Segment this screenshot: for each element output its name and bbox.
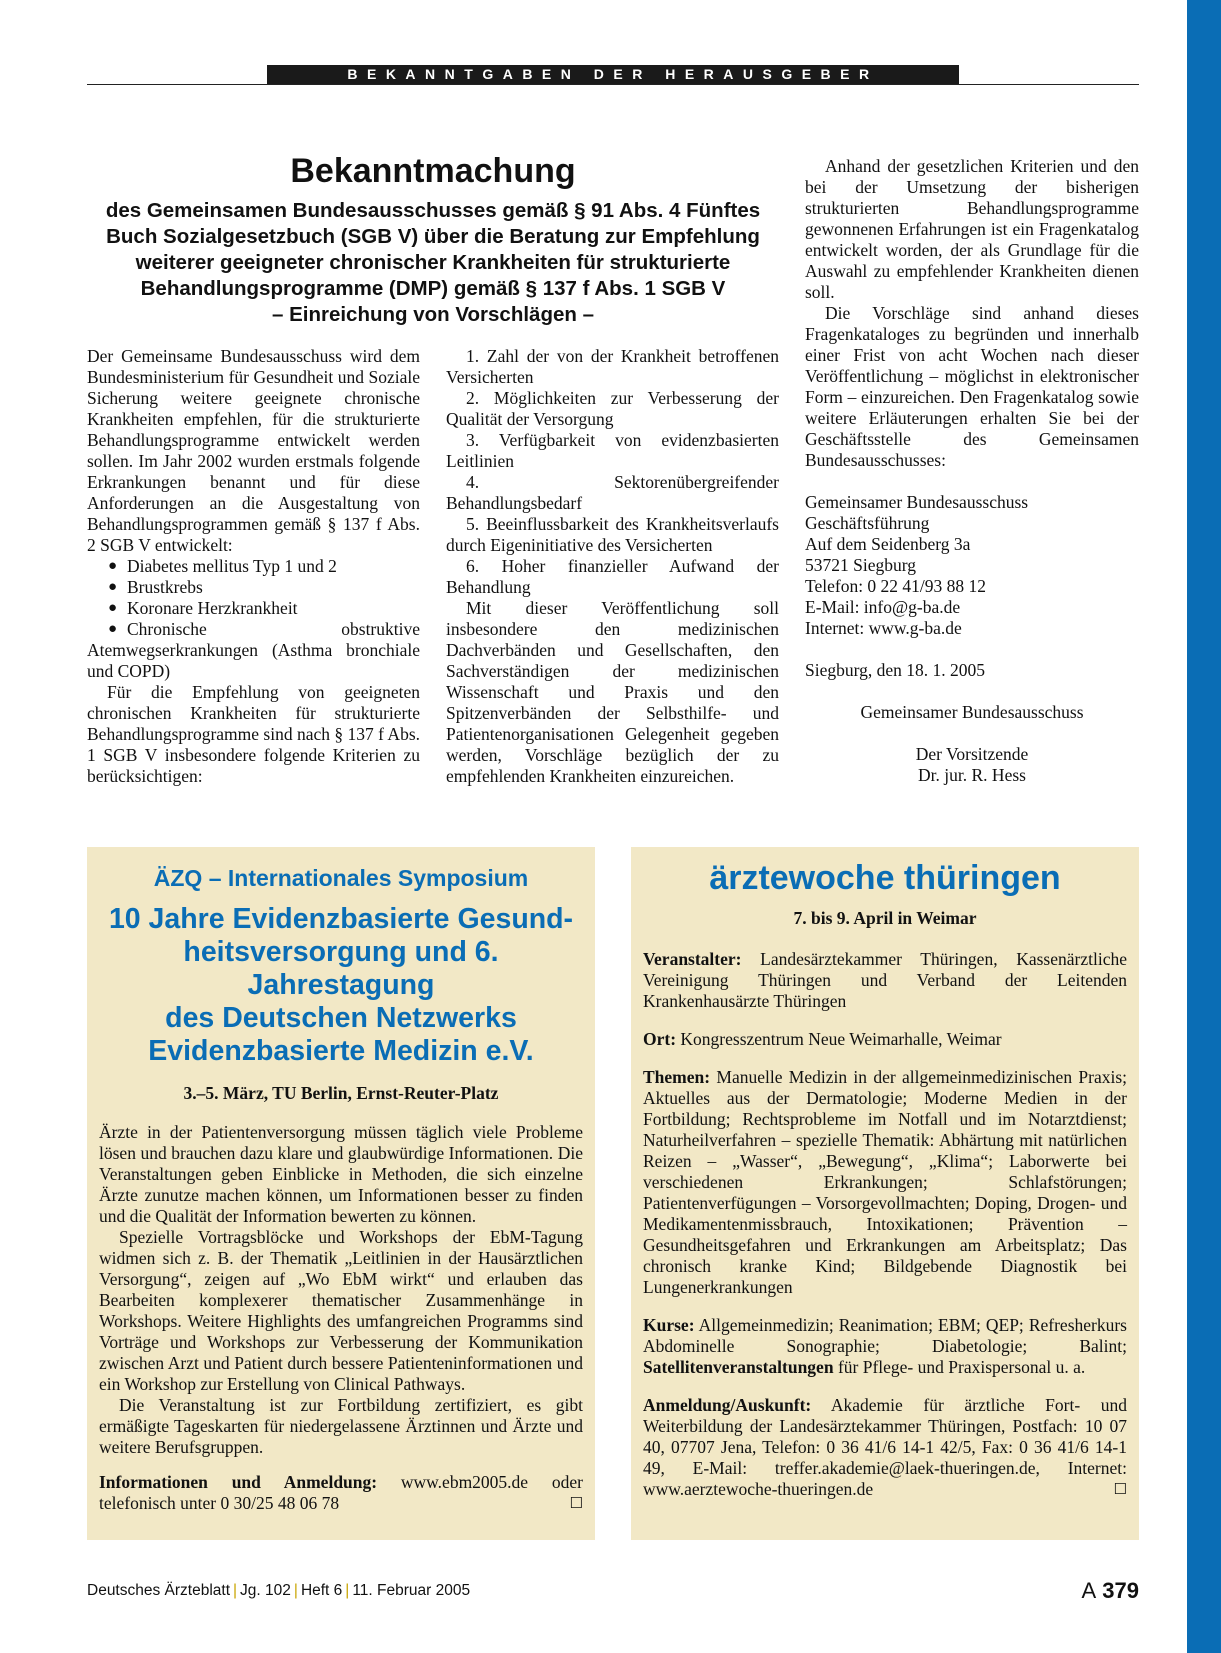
list-item: 1. Zahl der von der Krankheit betroffenen Versicherten [446,346,779,387]
address-line: Internet: www.g-ba.de [805,618,962,638]
address-line: Geschäftsführung [805,513,930,533]
aerztewoche-title: ärztewoche thüringen [709,859,1061,897]
list-item: ● Chronische obstruktive Atemwegserkrankungen (Asthma bronchiale und COPD) [87,619,420,681]
list-item: 2. Möglichkeiten zur Verbesserung der Qualität der Versorgung [446,388,779,429]
aerztewoche-body [643,949,1127,1500]
symposium-kicker: ÄZQ – Internationales Symposium [153,865,529,891]
list-item: 4. Sektorenübergreifender Behandlungsbedarf [446,472,779,513]
journal-date: 11. Februar 2005 [352,1582,471,1599]
address-line: Gemeinsamer Bundesausschuss [805,492,1029,512]
address-line: E-Mail: info@g-ba.de [805,597,961,617]
courses-label: Kurse: [643,1315,695,1335]
organizer-paragraph: Veranstalter: Landesärztekammer Thüringen, Kassenärztliche Vereinigung Thüringen und Verband der Leitenden Krankenhausärzte Thüringen [643,949,1127,1011]
title-line: 10 Jahre Evidenzbasierte Gesund- [108,903,574,935]
announcement-title-block [87,150,779,328]
info-label: Informationen und Anmeldung: [99,1472,378,1492]
address-line: Telefon: 0 22 41/93 88 12 [805,576,987,596]
bullet-icon: ● [108,621,118,637]
place-paragraph: Ort: Kongresszentrum Neue Weimarhalle, Weimar [643,1029,1002,1049]
info-text: www.ebm2005.de oder telefonisch unter 0 30/25 48 06 78 [99,1472,583,1513]
topics-paragraph: Themen: Manuelle Medizin in der allgemeinmedizinischen Praxis; Aktuelles aus der Dermatologie; Moderne Medien in der Fortbildung; Rechtsprobleme im Notfall und im Notarztdienst; Naturheilverfahren – spezielle Thematik: Abhärtung mit natürlichen Reizen – „Wasser“, „Bewegung“, „Klima“; Laborwerte bei verschiedenen Erkrankungen; Schlafstörungen; Patientenverfügungen – Vorsorgevollmachten; Doping, Drogen- und Medikamentenmissbrauch, Intoxikationen; Prävention – Gesundheitsgefahren und Erkrankungen am Arbeitsplatz; Das chronisch kranke Kind; Bildgebende Diagnostik bei Lungenerkrankungen [643,1067,1127,1297]
address-line: Auf dem Seidenberg 3a [805,534,971,554]
registration-paragraph: Anmeldung/Auskunft: Akademie für ärztliche Fort- und Weiterbildung der Landesärztekammer Thüringen, Postfach: 10 07 40, 07707 Jena, Telefon: 0 36 41/6 14-1 42/5, Fax: 0 36 41/6 14-1 49, E-Mail: treffer.akademie@laek-thueringen.de, Internet: www.aerztewoche-thueringen.de ☐ [643,1395,1127,1499]
address-line: 53721 Siegburg [805,555,916,575]
subtitle-line: Behandlungsprogramme (DMP) gemäß § 137 f Abs. 1 SGB V [140,277,726,300]
catalog-paragraph: Anhand der gesetzlichen Kriterien und den bei der Umsetzung der bisherigen strukturierten Behandlungsprogramme gewonnenen Erfahrungen ist ein Fragenkatalog entwickelt worden, der als Grundlage für die Auswahl zu empfehlender Krankheiten dienen soll. [805,156,1139,302]
aerztewoche-date: 7. bis 9. April in Weimar [793,908,977,928]
list-item: 3. Verfügbarkeit von evidenzbasierten Leitlinien [446,430,779,471]
info-paragraph [99,1472,583,1514]
topics-label: Themen: [643,1067,711,1087]
courses-paragraph: Kurse: Allgemeinmedizin; Reanimation; EBM; QEP; Refresherkurs Abdominelle Sonographie; Diabetologie; Balint; Satellitenveranstaltungen für Pflege- und Praxispersonal u. a. [643,1315,1127,1377]
body-paragraph: Ärzte in der Patientenversorgung müssen täglich viele Probleme lösen und brauchen dazu klare und glaubwürdige Informationen. Die Veranstaltungen geben Einblicke in Methoden, die sich einzelne Ärzte zunutze machen können, um Informationen besser zu finden und die Qualität der Information bewerten zu können. [99,1122,583,1226]
column-3 [805,156,1139,786]
page-number: A 379 [1081,1578,1139,1603]
subtitle-line: Buch Sozialgesetzbuch (SGB V) über die Beratung zur Empfehlung [106,225,760,248]
column-2 [446,346,779,787]
end-mark-icon: ☐ [1113,1480,1127,1498]
body-paragraph: Spezielle Vortragsblöcke und Workshops der EbM-Tagung widmen sich z. B. der Thematik „Leitlinien in der Hausärztlichen Versorgung“, zeigen auf „Wo EbM wirkt“ und erlauben das Bearbeiten komplexerer thematischer Zusammenhänge in Workshops. Weitere Highlights des umfangreichen Programms sind Vorträge und Workshops zur Verbesserung der Kommunikation zwischen Arzt und Patient durch bessere Patienteninformationen und ein Workshop zur Erstellung von Clinical Pathways. [99,1227,583,1394]
announcement-subtitle [87,198,779,328]
registration-label: Anmeldung/Auskunft: [643,1395,812,1415]
section-header-band: BEKANNTGABEN DER HERAUSGEBER [267,65,959,84]
aerztewoche-box [631,847,1139,1540]
signer-org: Gemeinsamer Bundesausschuss [860,702,1084,722]
organizer-label: Veranstalter: [643,949,742,969]
list-item: ● Koronare Herzkrankheit [108,598,298,618]
end-mark-icon: ☐ [569,1494,583,1512]
header-rule [87,84,1139,85]
right-edge-bar [1187,0,1221,1653]
contact-address [805,492,1139,639]
journal-volume: Jg. 102 [240,1582,291,1599]
symposium-body [99,1122,583,1514]
list-item: 5. Beeinflussbarkeit des Krankheitsverlaufs durch Eigeninitiative des Versicherten [446,514,779,555]
submission-paragraph: Die Vorschläge sind anhand dieses Fragenkataloges zu begründen und innerhalb einer Frist von acht Wochen nach dieser Veröffentlichung – möglichst in elektronischer Form – einzureichen. Den Fragenkatalog sowie weitere Erläuterungen erhalten Sie bei der Geschäftsstelle des Gemeinsamen Bundesausschusses: [805,303,1139,470]
subtitle-line: weiterer geeigneter chronischer Krankheiten für strukturierte [135,251,731,274]
title-line: heitsversorgung und 6. Jahrestagung [183,936,499,1001]
subtitle-line: des Gemeinsamen Bundesausschusses gemäß § 91 Abs. 4 Fünftes [105,199,761,222]
intro-paragraph: Der Gemeinsame Bundesausschuss wird dem Bundesministerium für Gesundheit und Soziale Sicherung weitere geeignete chronische Krankheiten empfehlen, für die strukturierte Behandlungsprogramme entwickelt werden sollen. Im Jahr 2002 wurden erstmals folgende Erkrankungen benannt und für diese Anforderungen an die Ausgestaltung von Behandlungsprogrammen gemäß § 137 f Abs. 2 SGB V entwickelt: [87,346,420,555]
body-paragraph: Die Veranstaltung ist zur Fortbildung zertifiziert, es gibt ermäßigte Tageskarten für niedergelassene Ärztinnen und Ärzte und weitere Berufsgruppen. [99,1395,583,1457]
publication-paragraph: Mit dieser Veröffentlichung soll insbesondere den medizinischen Dachverbänden und Gesellschaften, den Sachverständigen der medizinischen Wissenschaft und Praxis und den Spitzenverbänden der Selbsthilfe- und Patientenorganisationen Gelegenheit gegeben werden, Vorschläge bezüglich der zu empfehlenden Krankheiten einzureichen. [446,598,779,786]
symposium-title [87,903,595,1068]
journal-name: Deutsches Ärzteblatt [87,1582,231,1599]
courses-bold: Satellitenveranstaltungen [643,1357,834,1377]
subtitle-line: – Einreichung von Vorschlägen – [271,303,594,326]
bullet-icon: ● [108,600,118,616]
announcement-title: Bekanntmachung [290,152,576,190]
title-line: des Deutschen Netzwerks [165,1002,517,1034]
list-item: ● Brustkrebs [108,577,203,597]
place-label: Ort: [643,1029,677,1049]
title-line: Evidenzbasierte Medizin e.V. [148,1035,534,1067]
signer-role: Der Vorsitzende [915,744,1029,764]
criteria-intro: Für die Empfehlung von geeigneten chronischen Krankheiten für strukturierte Behandlungsprogramme sind nach § 137 f Abs. 1 SGB V insbesondere folgende Kriterien zu berücksichtigen: [87,682,420,786]
bullet-icon: ● [108,579,118,595]
signer-name: Dr. jur. R. Hess [918,765,1026,785]
journal-issue: Heft 6 [300,1582,343,1599]
bullet-icon: ● [108,558,118,574]
list-item: 6. Hoher finanzieller Aufwand der Behandlung [446,556,779,597]
column-1 [87,346,420,787]
symposium-date: 3.–5. März, TU Berlin, Ernst-Reuter-Platz [183,1083,499,1103]
place-date: Siegburg, den 18. 1. 2005 [805,660,986,680]
symposium-box [87,847,595,1540]
page-footer: Deutsches Ärzteblatt | Jg. 102 | Heft 6 | 11. Februar 2005 A 379 [87,1578,1139,1603]
list-item: ● Diabetes mellitus Typ 1 und 2 [108,556,337,576]
disease-list [87,556,420,682]
criteria-list [446,346,779,598]
